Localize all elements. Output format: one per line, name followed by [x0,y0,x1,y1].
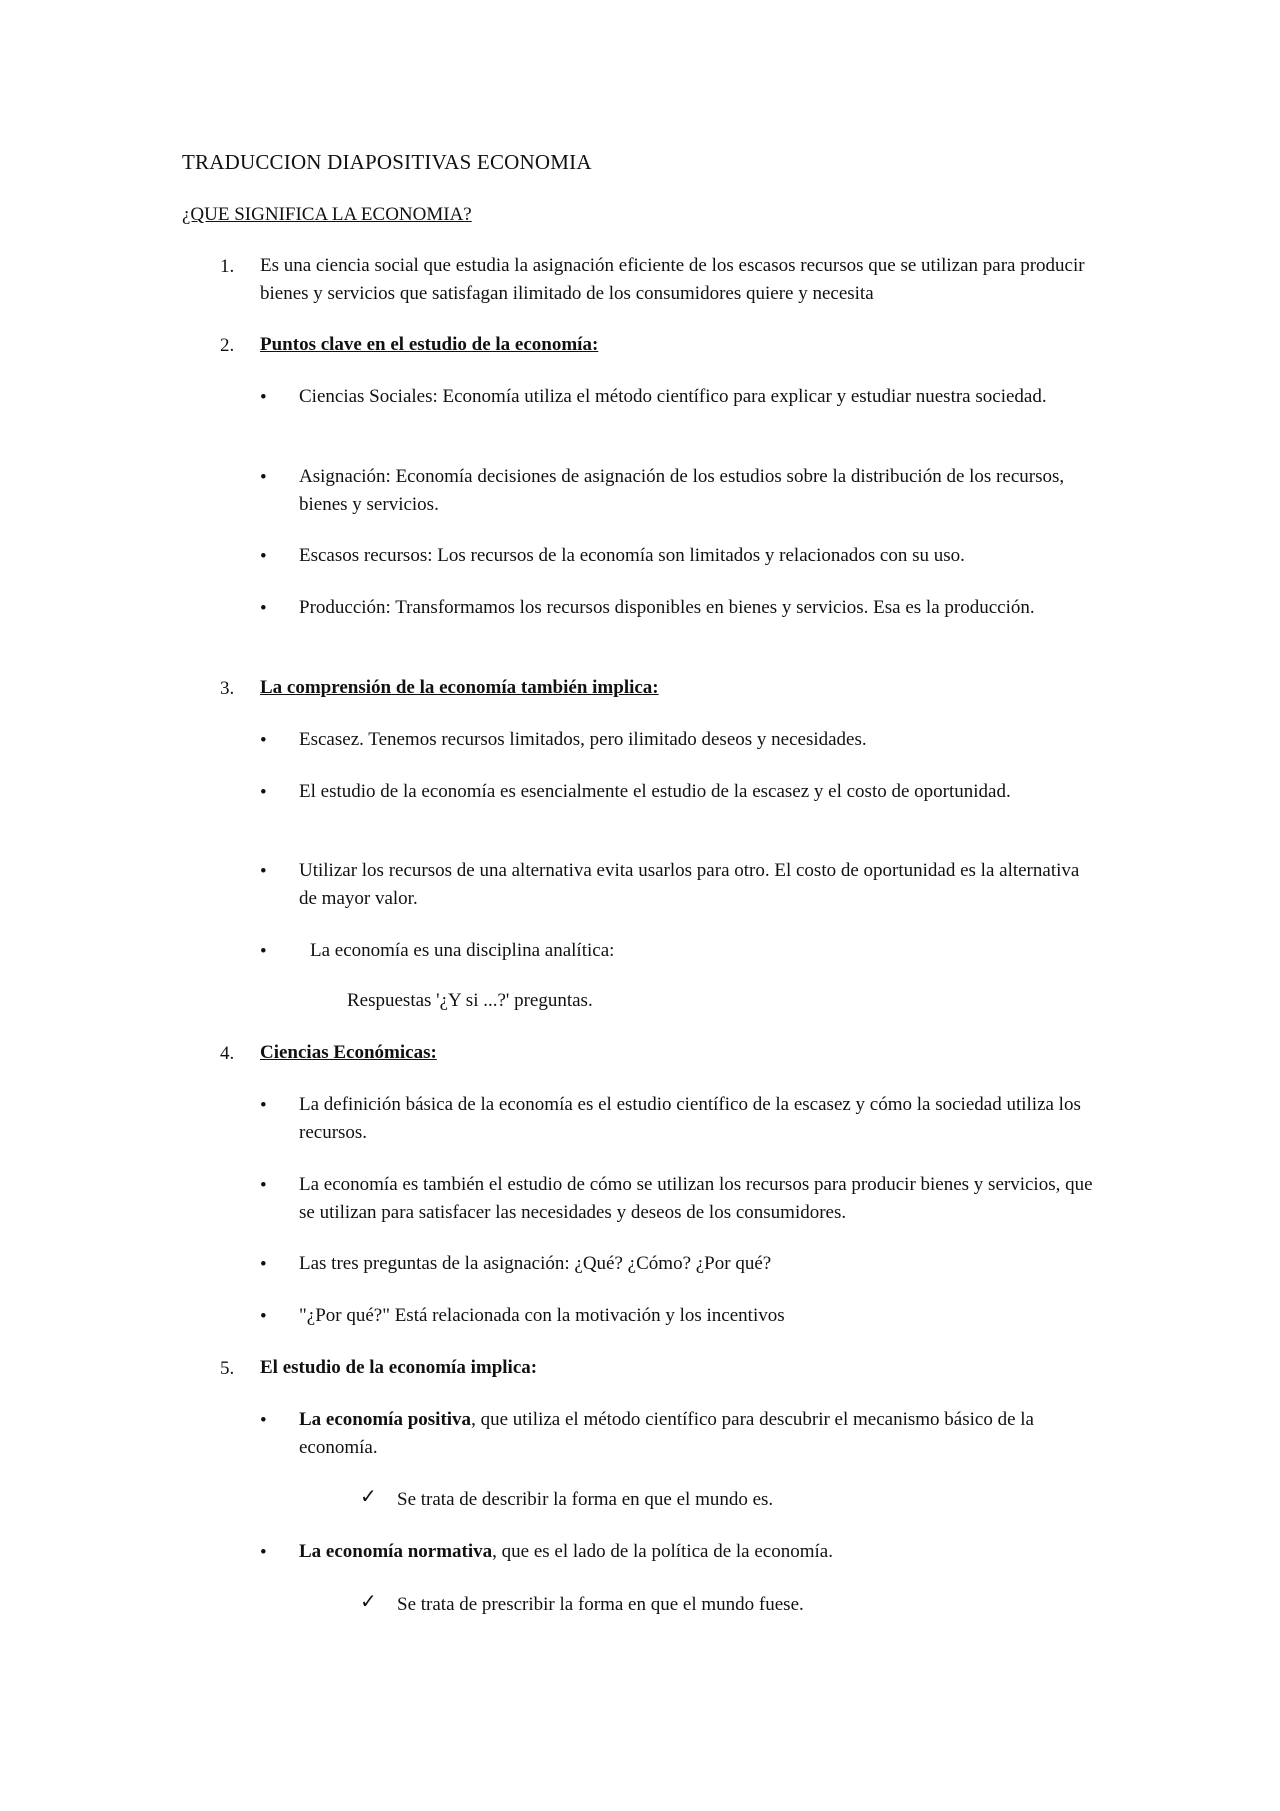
list-item: La economía es también el estudio de cómo se utilizan los recursos para producir bienes y servicios, que se utilizan para satisfacer las necesidades y deseos de los consumidores. [299,1174,1093,1223]
term-normative: La economía normativa [299,1541,493,1562]
checkmark-icon: ✓ [360,1591,377,1613]
check-item: Se trata de describir la forma en que el mundo es. [397,1489,774,1510]
list-item-positive [299,1406,1101,1462]
bullet-glyph: • [260,861,267,882]
sub-line: Respuestas '¿Y si ...?' preguntas. [347,990,593,1011]
section-3-heading: La comprensión de la economía también implica: [260,677,659,698]
list-item: La economía es una disciplina analítica: [310,940,615,961]
bullet-glyph: • [260,546,267,567]
list-number: 2. [220,335,235,356]
list-number: 4. [220,1043,235,1064]
bullet-glyph: • [260,387,267,408]
bullet-glyph: • [260,467,267,488]
definition-positive: , que utiliza el método científico para descubrir el mecanismo básico de la economía. [299,1409,1034,1458]
section-5-heading: El estudio de la economía implica: [260,1357,538,1378]
section-1-text: Es una ciencia social que estudia la asignación eficiente de los escasos recursos que se utilizan para producir bienes y servicios que satisfagan ilimitado de los consumidores quiere y necesita [260,255,1085,304]
document-subtitle: ¿QUE SIGNIFICA LA ECONOMIA? [182,204,472,225]
bullet-glyph: • [260,1306,267,1327]
bullet-glyph: • [260,1095,267,1116]
list-item: Las tres preguntas de la asignación: ¿Qué? ¿Cómo? ¿Por qué? [299,1253,772,1274]
section-2-heading: Puntos clave en el estudio de la economía: [260,334,599,355]
list-item: Asignación: Economía decisiones de asignación de los estudios sobre la distribución de los recursos, bienes y servicios. [299,466,1065,515]
bullet-glyph: • [260,941,267,962]
list-item: Ciencias Sociales: Economía utiliza el método científico para explicar y estudiar nuestra sociedad. [299,386,1047,407]
bullet-glyph: • [260,1254,267,1275]
document-title: TRADUCCION DIAPOSITIVAS ECONOMIA [182,150,592,174]
bullet-glyph: • [260,730,267,751]
bullet-glyph: • [260,1410,267,1431]
section-4-heading: Ciencias Económicas: [260,1042,437,1063]
checkmark-icon: ✓ [360,1486,377,1508]
list-item: El estudio de la economía es esencialmente el estudio de la escasez y el costo de oportunidad. [299,781,1011,802]
list-item: "¿Por qué?" Está relacionada con la motivación y los incentivos [299,1305,785,1326]
definition-normative: , que es el lado de la política de la economía. [492,1541,833,1562]
bullet-glyph: • [260,1175,267,1196]
check-item: Se trata de prescribir la forma en que el mundo fuese. [397,1594,804,1615]
list-number: 5. [220,1358,235,1379]
list-number: 1. [220,256,235,277]
list-item: La definición básica de la economía es el estudio científico de la escasez y cómo la sociedad utiliza los recursos. [299,1094,1081,1143]
list-item: Utilizar los recursos de una alternativa evita usarlos para otro. El costo de oportunidad es la alternativa de mayor valor. [299,860,1080,909]
bullet-glyph: • [260,782,267,803]
list-number: 3. [220,678,235,699]
list-item: Producción: Transformamos los recursos disponibles en bienes y servicios. Esa es la producción. [299,597,1035,618]
bullet-glyph: • [260,1542,267,1563]
list-item-normative [299,1538,1101,1566]
list-item: Escasez. Tenemos recursos limitados, pero ilimitado deseos y necesidades. [299,729,867,750]
term-positive: La economía positiva [299,1409,472,1430]
list-item: Escasos recursos: Los recursos de la economía son limitados y relacionados con su uso. [299,545,965,566]
bullet-glyph: • [260,598,267,619]
